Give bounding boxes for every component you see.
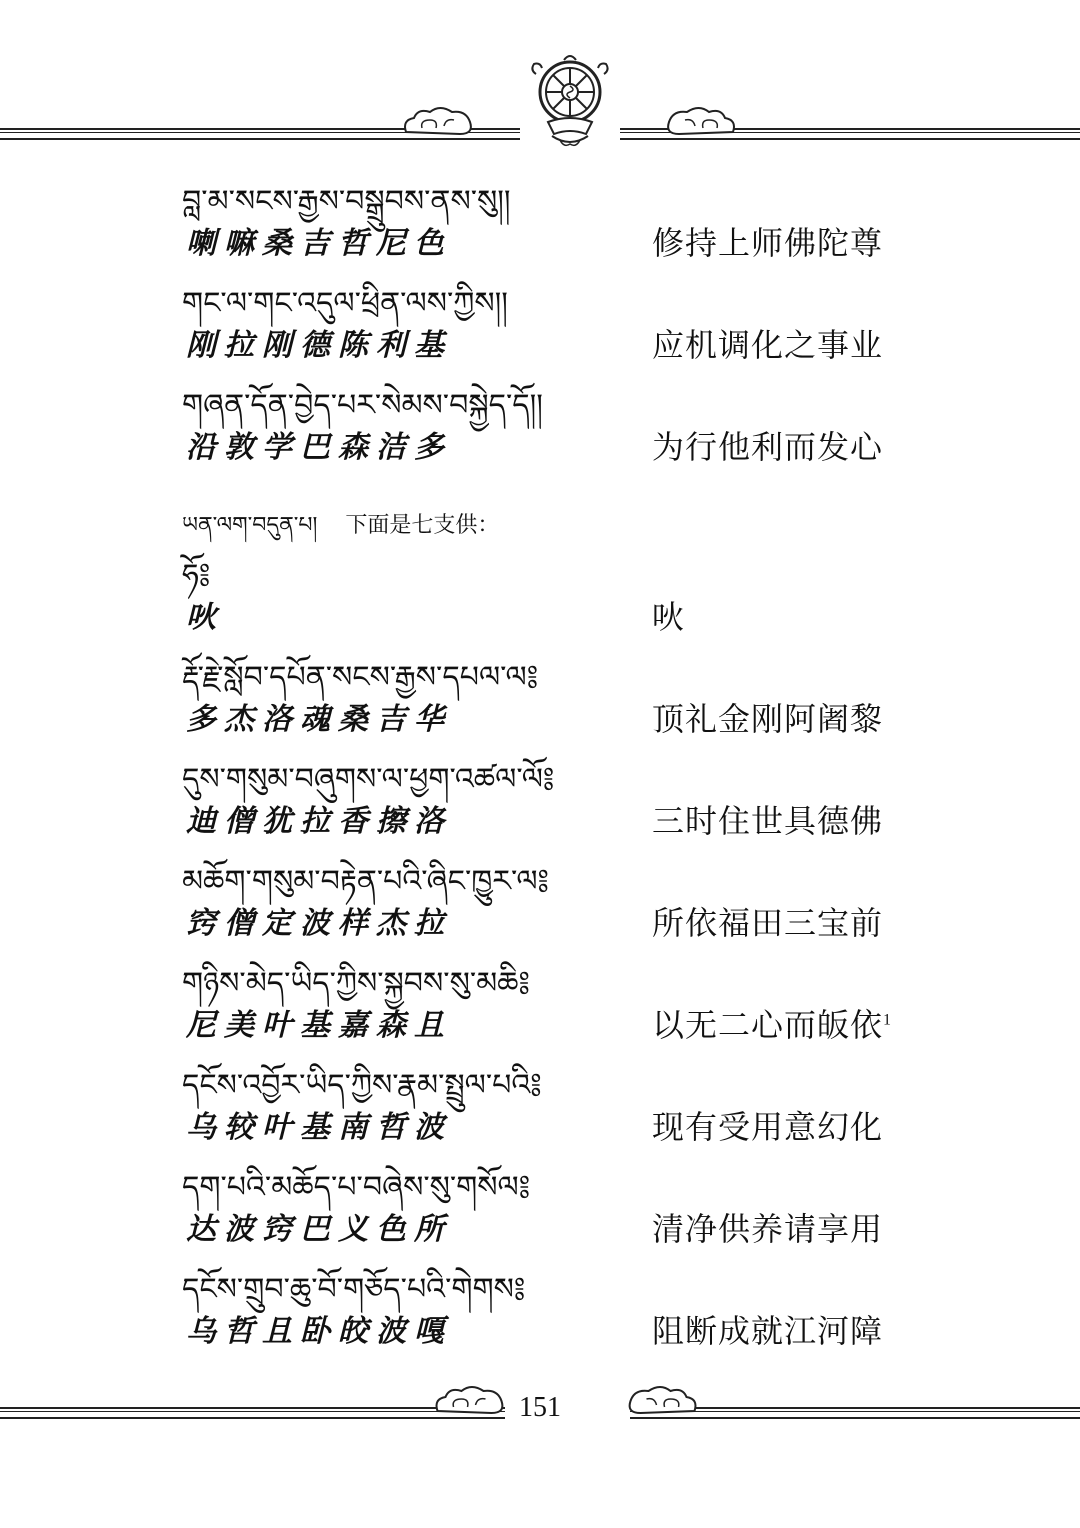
page-number: 151 <box>519 1392 561 1423</box>
verse-translation: 顶礼金刚阿阇黎 <box>652 701 884 737</box>
verse-phonetic: 乌哲且卧皎波嘎 <box>186 1314 452 1349</box>
verse-tibetan: གང་ལ་གང་འདུལ་ཕྲིན་ལས་ཀྱིས།། <box>182 286 508 321</box>
verse-tibetan: དུས་གསུམ་བཞུགས་ལ་ཕྱག་འཚལ་ལོ༔ <box>182 762 555 797</box>
verse-tibetan: དག་པའི་མཆོད་པ་བཞེས་སུ་གསོལ༔ <box>182 1170 531 1205</box>
cloud-ornament-icon <box>400 106 475 142</box>
verse-tibetan: གཞན་དོན་བྱེད་པར་སེམས་བསྐྱེད་དོ།། <box>182 388 543 423</box>
verse-translation: 清净供养请享用 <box>652 1211 884 1247</box>
dharma-wheel-icon <box>528 52 612 152</box>
footnote-marker[interactable]: 1 <box>883 1011 893 1029</box>
verse-phonetic: 沿敦学巴森洁多 <box>186 430 452 465</box>
verse-phonetic: 迪僧犹拉香擦洛 <box>186 804 452 839</box>
verse-phonetic: 刚拉刚德陈利基 <box>186 328 452 363</box>
verse-translation: 所依福田三宝前 <box>652 905 884 941</box>
verse-phonetic: 多杰洛魂桑吉华 <box>186 702 452 737</box>
verse-tibetan: ཧོ༔ <box>182 558 211 593</box>
verse-translation: 现有受用意幻化 <box>652 1109 884 1145</box>
page-header <box>0 0 1080 160</box>
verse-translation: 为行他利而发心 <box>652 429 884 465</box>
verse-tibetan: གཉིས་མེད་ཡིད་ཀྱིས་སྐྱབས་སུ་མཆི༔ <box>182 966 530 1001</box>
section-intro <box>182 500 499 562</box>
verse-tibetan: དངོས་འབྱོར་ཡིད་ཀྱིས་རྣམ་སྤྲུལ་པའི༔ <box>182 1068 542 1103</box>
verse-phonetic: 尼美叶基嘉森且 <box>186 1008 452 1043</box>
verse-translation: 三时住世具德佛 <box>652 803 884 839</box>
verse-translation: 应机调化之事业 <box>652 327 884 363</box>
verse-phonetic: 吙 <box>186 600 224 635</box>
verse-phonetic: 达波窍巴义色所 <box>186 1212 452 1247</box>
verse-translation: 修持上师佛陀尊 <box>652 225 884 261</box>
verse-translation-text: 以无二心而皈依 <box>652 1007 884 1043</box>
verse-translation: 阻断成就江河障 <box>652 1313 884 1349</box>
verse-translation <box>652 1000 892 1046</box>
verse-tibetan: བླ་མ་སངས་རྒྱས་བསྒྲུབས་ནས་སུ།། <box>182 184 511 219</box>
verse-tibetan: མཆོག་གསུམ་བརྟེན་པའི་ཞིང་ཁྱུར་ལ༔ <box>182 864 549 899</box>
verse-phonetic: 窍僧定波样杰拉 <box>186 906 452 941</box>
verse-phonetic: 乌较叶基南哲波 <box>186 1110 452 1145</box>
section-intro-tibetan: ཡན་ལག་བདུན་པ། <box>182 513 318 538</box>
verse-tibetan: དངོས་གྲུབ་ཆུ་བོ་གཅོད་པའི་གེགས༔ <box>182 1272 526 1307</box>
section-intro-chinese: 下面是七支供： <box>345 512 500 537</box>
verse-translation: 吙 <box>652 599 686 635</box>
verse-tibetan: རྡོ་རྗེ་སློབ་དཔོན་སངས་རྒྱས་དཔལ་ལ༔ <box>182 660 539 695</box>
cloud-ornament-icon <box>664 106 739 142</box>
verse-phonetic: 喇嘛桑吉哲尼色 <box>186 226 452 261</box>
